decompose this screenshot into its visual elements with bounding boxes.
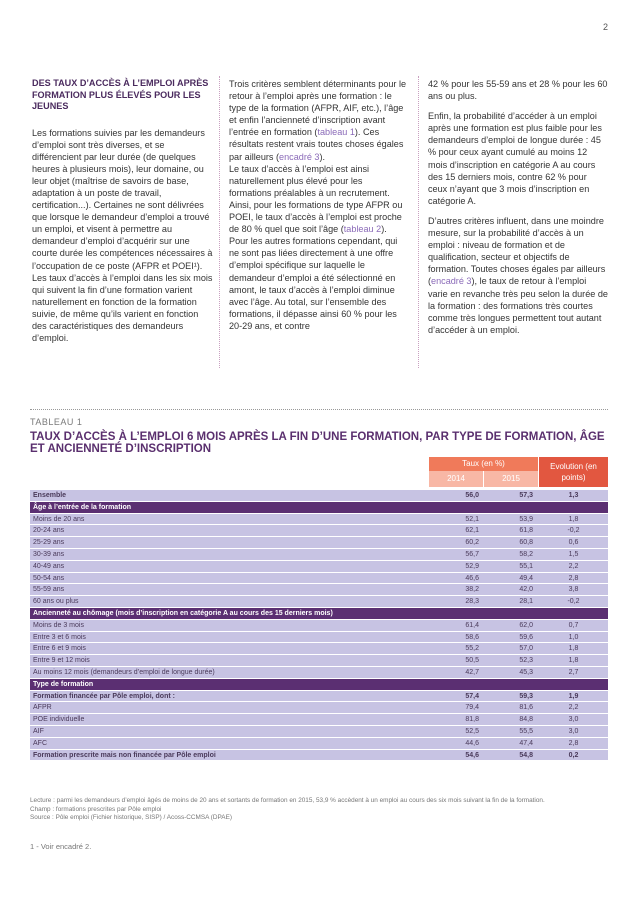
value-evolution: 1,8 [568,515,579,523]
table-group-header [30,501,608,513]
value-2014: 28,3 [465,598,479,606]
table-row [30,560,608,572]
value-2014: 57,4 [465,692,479,700]
value-2014: 58,6 [465,633,479,641]
value-evolution: 1,0 [568,633,579,641]
table-row [30,713,608,725]
value-evolution: 1,9 [568,692,579,700]
value-2015: 57,0 [519,645,533,653]
row-label: Formation prescrite mais non financée par Pôle emploi [33,751,216,759]
table-row [30,749,608,761]
table-row [30,536,608,548]
footnote: 1 - Voir encadré 2. [30,842,92,851]
paragraph: D’autres critères influent, dans une moindre mesure, sur la probabilité d’accès à un emploi : niveau de formation et de qualification, secteur et objectifs de formation. Toutes choses égales par ailleurs (encadré 3), le taux de retour à l’emploi varie en revanche très peu selon la durée de la formation : des formations très courtes comme très longues permettent tout autant d’accéder à un emploi. [428,215,608,335]
table-row [30,642,608,654]
value-2015: 59,6 [519,633,533,641]
value-evolution: 3,8 [568,586,579,594]
value-2015: 60,8 [519,539,533,547]
article-column-2 [229,78,407,340]
row-label: Entre 6 et 9 mois [33,645,86,653]
table-row [30,489,608,501]
value-evolution: 0,2 [568,751,579,759]
value-2015: 62,0 [519,621,533,629]
value-2014: 44,6 [465,739,479,747]
row-label: Formation financée par Pôle emploi, dont : [33,692,175,700]
paragraph: Trois critères semblent déterminants pour le retour à l’emploi après une formation : le type de la formation (AFPR, AIF, etc.), l’âge et enfin l’ancienneté d’inscription avant l’entrée en formation (tableau 1). Ces résultats restent vrais toutes choses égales par ailleurs (encadré 3). Le taux d’accès à l’emploi est ainsi naturellement plus élevé pour les formations préalables à un recrutement. Ainsi, pour les formations de type AFPR ou POEI, le taux d’accès à l’emploi est proche de 80 % quel que soit l’âge (tableau 2). Pour les autres formations cependant, qui ne sont pas liées directement à une offre d’emploi spécifique sur laquelle le demandeur d’emploi a été sélectionné en amont, le taux d’accès à l’emploi diminue avec l’âge. Au total, sur l’ensemble des formations, il dépasse ainsi 60 % pour les 20-29 ans, et contre [229,79,407,331]
value-evolution: -0,2 [567,527,580,535]
table-row [30,595,608,607]
value-2014: 52,1 [465,515,479,523]
row-label: 30-39 ans [33,550,65,558]
table-row [30,701,608,713]
table-body [30,489,608,760]
row-label: Ancienneté au chômage (mois d’inscription en catégorie A au cours des 15 derniers mois) [33,609,333,617]
table-row [30,725,608,737]
row-label: POE individuelle [33,716,85,724]
value-2014: 55,2 [465,645,479,653]
table-row [30,572,608,584]
value-evolution: 1,5 [568,550,579,558]
value-2014: 52,9 [465,562,479,570]
paragraph: Enfin, la probabilité d’accéder à un emploi après une formation est plus faible pour les demandeurs d’emploi de longue durée : 45 % pour ceux ayant cumulé au moins 12 mois d’inscription en catégorie A au cours des 15 derniers mois, contre 62 % pour ceux n’ayant que 3 mois d’inscription en catégorie A. [428,111,602,206]
note-lecture: Lecture : parmi les demandeurs d’emploi âgés de moins de 20 ans et sortants de formation en 2015, 53,9 % accèdent à un emploi au cours des six mois suivant la fin de la formation. [30,797,545,804]
table-row [30,654,608,666]
row-label: Moins de 3 mois [33,621,84,629]
value-2014: 42,7 [465,668,479,676]
note-source: Source : Pôle emploi (Fichier historique, SISP) / Acoss-CCMSA (DPAE) [30,814,232,822]
link-encadre-3[interactable]: encadré 3 [279,151,320,162]
value-evolution: 3,0 [568,727,579,735]
row-label: AFPR [33,704,52,712]
row-label: Type de formation [33,680,94,688]
value-2015: 47,4 [519,739,533,747]
value-2015: 53,9 [519,515,533,523]
note-champ: Champ : formations prescrites par Pôle emploi [30,805,162,813]
table-group-header [30,678,608,690]
value-evolution: 2,7 [568,668,579,676]
row-label: 60 ans ou plus [33,598,79,606]
table-row [30,666,608,678]
header-2014: 2014 [429,471,483,487]
table-group-header [30,607,608,619]
table-row [30,737,608,749]
table-notes [30,797,608,823]
value-2015: 42,0 [519,586,533,594]
value-evolution: 0,6 [568,539,579,547]
row-label: Âge à l’entrée de la formation [33,503,132,511]
value-2014: 79,4 [465,704,479,712]
table-row [30,524,608,536]
value-2015: 28,1 [519,598,533,606]
article-column-3 [428,78,608,344]
value-evolution: -0,2 [567,598,580,606]
row-label: 40-49 ans [33,562,65,570]
value-2015: 81,6 [519,704,533,712]
column-divider [418,76,419,368]
table-row [30,619,608,631]
value-2014: 38,2 [465,586,479,594]
value-2015: 55,5 [519,727,533,735]
table-row [30,513,608,525]
row-label: Entre 3 et 6 mois [33,633,86,641]
value-evolution: 1,8 [568,657,579,665]
value-2014: 81,8 [465,716,479,724]
data-table [30,455,608,760]
value-2015: 61,8 [519,527,533,535]
value-evolution: 2,2 [568,704,579,712]
article-column-1 [32,78,214,352]
table-label: TABLEAU 1 [30,417,83,427]
value-2015: 54,8 [519,751,533,759]
value-evolution: 1,3 [568,492,579,499]
value-2014: 46,6 [465,574,479,582]
value-2015: 45,3 [519,668,533,676]
value-evolution: 3,0 [568,716,579,724]
page-number: 2 [602,22,608,32]
row-label: AFC [33,739,47,747]
value-2014: 54,6 [465,751,479,759]
link-tableau-1[interactable]: tableau 1 [317,127,355,138]
value-2014: 61,4 [465,621,479,629]
value-evolution: 2,8 [568,574,579,582]
row-label: 25-29 ans [33,539,65,547]
row-label: 20-24 ans [33,527,65,535]
value-2015: 55,1 [519,562,533,570]
section-divider [30,409,608,410]
value-2014: 50,5 [465,657,479,665]
row-label: Au moins 12 mois (demandeurs d’emploi de longue durée) [33,668,215,676]
table-title: TAUX D’ACCÈS À L’EMPLOI 6 MOIS APRÈS LA FIN D’UNE FORMATION, PAR TYPE DE FORMATION, ÂGE ET ANCIENNETÉ D’INSCRIPTION [30,431,605,455]
header-evolution: Evolution (en points) [539,457,608,487]
value-evolution: 2,8 [568,739,579,747]
table-row [30,631,608,643]
row-label: Moins de 20 ans [33,515,85,523]
column-divider [219,76,220,368]
row-label: 50-54 ans [33,574,65,582]
value-2015: 59,3 [519,692,533,700]
value-2014: 60,2 [465,539,479,547]
value-2014: 56,7 [465,550,479,558]
paragraph: 42 % pour les 55-59 ans et 28 % pour les 60 ans ou plus. [428,79,608,102]
value-2015: 49,4 [519,574,533,582]
value-2015: 52,3 [519,657,533,665]
value-2014: 56,0 [465,492,479,499]
header-taux: Taux (en %) [429,457,538,471]
table-row [30,583,608,595]
section-heading: DES TAUX D’ACCÈS À L’EMPLOI APRÈS FORMATION PLUS ÉLEVÉS POUR LES JEUNES [32,78,209,111]
table-row [30,548,608,560]
value-2015: 57,3 [519,492,533,499]
row-label: AIF [33,727,44,735]
row-label: Ensemble [33,492,67,499]
value-2015: 84,8 [519,716,533,724]
link-tableau-2[interactable]: tableau 2 [343,224,382,235]
header-2015: 2015 [484,471,538,487]
row-label: 55-59 ans [33,586,65,594]
row-label: Entre 9 et 12 mois [33,657,90,665]
value-evolution: 1,8 [568,645,579,653]
table-header [30,455,608,489]
value-evolution: 0,7 [568,621,579,629]
link-encadre-3[interactable]: encadré 3 [431,276,472,287]
value-2014: 62,1 [465,527,479,535]
value-2015: 58,2 [519,550,533,558]
value-evolution: 2,2 [568,562,579,570]
paragraph: Les formations suivies par les demandeurs d’emploi sont très diverses, et se différencient par leur durée (de quelques heures à plusieurs mois), leur domaine, ou leur objet (maîtrise de savoirs de base, adaptation à un poste de travail, certification...). Certaines ne sont délivrées que lorsque le demandeur d’emploi a trouvé un emploi, et visent à permettre au demandeur d’emploi d’acquérir sur une courte durée les compétences nécessaires à l’occupation de ce poste (AFPR et POEI¹). Les taux d’accès à l’emploi dans les six mois qui suivent la fin d’une formation varient naturellement en fonction de la formation suivie, de même qu’ils varient en fonction des caractéristiques des demandeurs d’emploi. [32,127,213,344]
table-row [30,690,608,702]
value-2014: 52,5 [465,727,479,735]
